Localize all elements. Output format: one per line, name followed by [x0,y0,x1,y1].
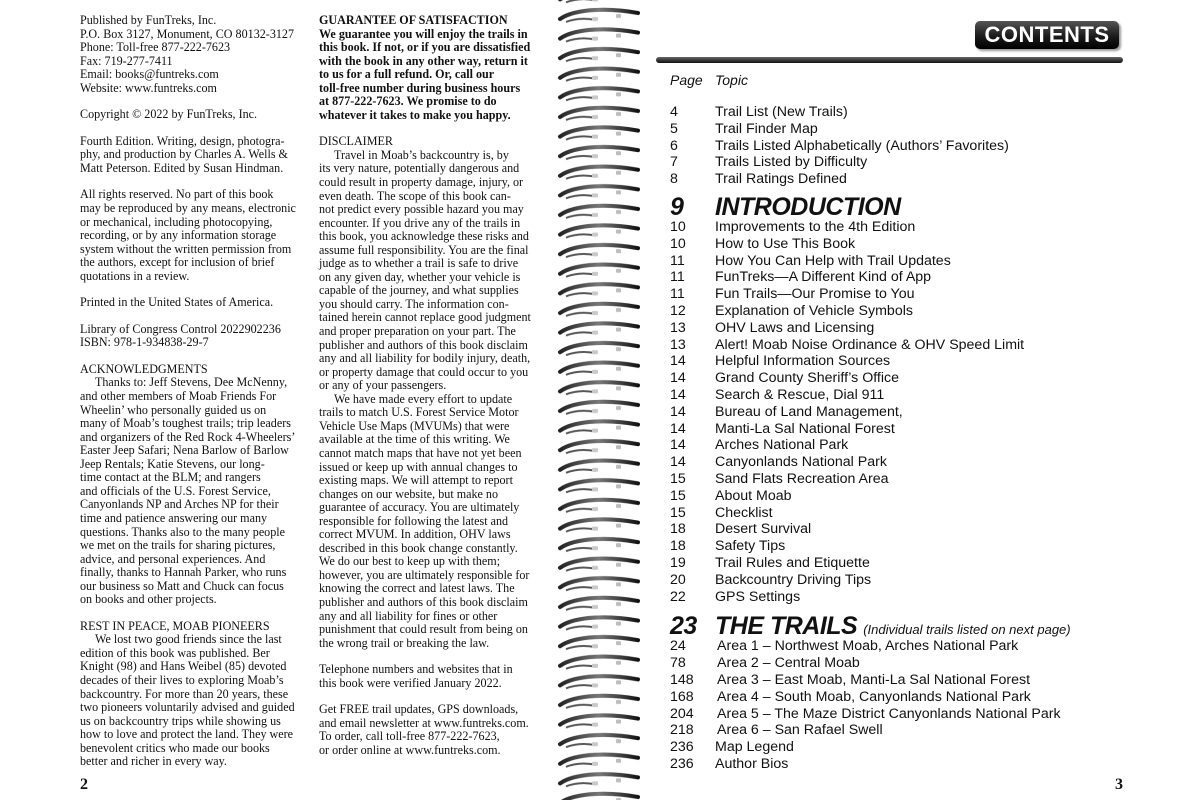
toc-entry [670,171,1170,188]
text-line: Jeep Rentals; Katie Stevens, our long- [80,456,265,471]
toc-page: 20 [670,571,686,588]
toc-page: 11 [670,252,685,269]
text-line: this book. If not, or if you are dissatisfied [319,40,531,55]
toc-entry [670,689,1170,706]
rest-in-peace [80,620,310,769]
text-line: you should carry. The information con- [319,296,509,311]
section-page: 9 [670,192,684,221]
text-line: decades of their lives to exploring Moab’s [80,672,284,687]
toc-page: 204 [670,705,694,722]
toc-entry [670,286,1170,303]
toc-topic: Backcountry Driving Tips [715,571,872,588]
text-line: and other members of Moab Friends For [80,389,277,404]
table-of-contents [670,72,1170,773]
toc-topic: Trail Rules and Etiquette [715,554,870,571]
toc-page: 218 [670,722,694,739]
text-line: backcountry. For more than 20 years, these [80,686,289,701]
section-heading: REST IN PEACE, MOAB PIONEERS [80,618,270,633]
text-line: assume full responsibility. You are the final [319,242,529,257]
text-line: and officials of the U.S. Forest Service, [80,483,271,498]
toc-page: 5 [670,120,678,137]
toc-topic: Search & Rescue, Dial 911 [715,386,885,403]
text-line: correct MVUM. In addition, OHV laws [319,527,511,542]
text-line: questions. Thanks also to the many people [80,524,286,539]
library-info [80,323,310,350]
toc-entry [670,370,1170,387]
printed-notice [80,296,310,310]
text-line: All rights reserved. No part of this book [80,187,274,202]
toc-entry [670,387,1170,404]
section-page: 23 [670,612,697,641]
text-line: Telephone numbers and websites that in [319,662,513,677]
left-column [80,14,310,782]
verified-notice [319,663,543,690]
toc-entry [670,672,1170,689]
text-line: guarantee of accuracy. You are ultimately [319,500,520,515]
toc-page: 14 [670,454,686,471]
text-line: our business so Matt and Chuck can focus [80,578,284,593]
toc-topic: Trail List (New Trails) [715,104,848,120]
toc-entry [670,739,1170,756]
toc-entry [670,353,1170,370]
toc-entry [670,589,1170,606]
section-title: INTRODUCTION [715,192,901,221]
header-rule [656,57,1123,63]
toc-page: 8 [670,171,678,188]
toc-page: 14 [670,386,686,403]
toc-topic: Bureau of Land Management, [715,403,903,420]
toc-entry [670,706,1170,723]
text-line: Canyonlands NP and Arches NP for their [80,497,279,512]
toc-topic: Fun Trails—Our Promise to You [715,286,915,303]
toc-entry [670,219,1170,236]
text-line: Get FREE trail updates, GPS downloads, [319,702,519,717]
toc-page: 236 [670,739,694,756]
toc-page: 22 [670,588,686,605]
toc-page: 7 [670,154,678,171]
section-note: (Individual trails listed on next page) [863,622,1071,638]
toc-topic: Trails Listed Alphabetically (Authors’ Favorites) [715,137,1009,154]
toc-page: 14 [670,420,686,437]
text-line: may be reproduced by any means, electronic [80,201,296,216]
toc-page: 12 [670,302,686,319]
toc-topic: Area 3 – East Moab, Manti-La Sal National Forest [717,671,1031,688]
text-line: advice, and personal experiences. And [80,551,266,566]
text-line: issued or keep up with annual changes to [319,459,518,474]
toc-entry [670,303,1170,320]
text-line: any and all liability for fines or other [319,608,498,623]
toc-topic: Author Bios [715,755,789,772]
text-line: toll-free number during business hours [319,80,521,95]
toc-topic: Area 1 – Northwest Moab, Arches National Park [717,638,1019,655]
text-line: at 877-222-7623. We promise to do [319,94,497,109]
text-line: Copyright © 2022 by FunTreks, Inc. [80,107,258,122]
text-line: To order, call toll-free 877-222-7623, [319,729,500,744]
toc-page: 14 [670,353,686,370]
toc-topic: Arches National Park [715,437,849,454]
toc-page: 14 [670,403,686,420]
text-line: finally, thanks to Hannah Parker, who runs [80,565,287,580]
toc-page: 168 [670,688,694,705]
toc-entry [670,655,1170,672]
toc-page: 19 [670,554,686,571]
text-line: capable of the journey, and what supplies [319,283,519,298]
rights-notice [80,188,310,283]
text-line: time and patience answering our many [80,510,268,525]
toc-topic: Area 5 – The Maze District Canyonlands National Park [717,705,1061,722]
text-line: Printed in the United States of America. [80,295,274,310]
text-line: Matt Peterson. Edited by Susan Hindman. [80,160,284,175]
toc-entry [670,488,1170,505]
toc-topic: Trail Finder Map [715,120,818,137]
acknowledgments [80,363,310,607]
text-line: or any of your passengers. [319,378,447,393]
toc-topic: OHV Laws and Licensing [715,319,875,336]
page-column-header: Page [670,72,703,88]
text-line: Website: www.funtreks.com [80,80,217,95]
toc-entry [670,471,1170,488]
edition-credits [80,135,310,176]
toc-topic: Alert! Moab Noise Ordinance & OHV Speed Limit [715,336,1025,353]
text-line: Published by FunTreks, Inc. [80,13,217,27]
text-line: phy, and production by Charles A. Wells & [80,147,288,162]
text-line: to us for a full refund. Or, call our [319,67,495,82]
text-line: edition of this book was published. Ber [80,645,270,660]
toc-entry [670,337,1170,354]
section-title-text: THE TRAILS [715,612,858,641]
text-line: we met on the trails for sharing pictures, [80,538,276,553]
toc-entry [670,320,1170,337]
page-number-left: 2 [80,776,88,793]
toc-entry [670,104,1170,121]
spiral-binding [556,0,642,800]
text-line: existing maps. We will attempt to report [319,473,513,488]
text-line: system without the written permission from [80,241,292,256]
text-line: Easter Jeep Safari; Nena Barlow of Barlow [80,443,289,458]
toc-entry [670,138,1170,155]
toc-entry [670,756,1170,773]
text-line: We lost two good friends since the last [95,632,282,647]
toc-entry [670,555,1170,572]
toc-entry [670,421,1170,438]
text-line: two pioneers voluntarily advised and guided [80,700,295,715]
publisher-info [80,14,310,95]
toc-page: 18 [670,538,686,555]
text-line: judge as to whether a trail is safe to drive [319,256,519,271]
toc-page: 24 [670,638,686,655]
text-line: described in this book change constantly. [319,540,518,555]
text-line: this book, you acknowledge these risks and [319,229,529,244]
text-line: any and all liability for bodily injury, death, [319,351,531,366]
text-line: and email newsletter at www.funtreks.com. [319,715,529,730]
section-heading: DISCLAIMER [319,134,393,149]
toc-entry [670,722,1170,739]
toc-entry [670,638,1170,655]
right-column [319,14,543,770]
toc-topic: Manti-La Sal National Forest [715,420,895,437]
toc-section-trails [670,612,1170,641]
toc-page: 15 [670,487,686,504]
section-heading: GUARANTEE OF SATISFACTION [319,13,508,27]
toc-page: 78 [670,655,686,672]
text-line: P.O. Box 3127, Monument, CO 80132-3127 [80,26,295,41]
toc-topic: Canyonlands National Park [715,454,887,471]
toc-page: 10 [670,235,686,252]
text-line: the wrong trail or breaking the law. [319,635,490,650]
text-line: Thanks to: Jeff Stevens, Dee McNenny, [95,375,288,390]
text-line: Fax: 719-277-7411 [80,53,173,68]
toc-topic: How to Use This Book [715,235,856,252]
text-line: encounter. If you drive any of the trails in [319,215,521,230]
toc-page: 11 [670,286,685,303]
toc-page: 148 [670,671,694,688]
toc-page: 6 [670,137,678,154]
toc-entry [670,236,1170,253]
text-line: on books and other projects. [80,592,217,607]
text-line: with the book in any other way, return it [319,53,528,68]
toc-topic: How You Can Help with Trail Updates [715,252,951,269]
toc-entry [670,521,1170,538]
text-line: us on backcountry trips while showing us [80,713,281,728]
text-line: however, you are ultimately responsible for [319,567,530,582]
toc-page: 18 [670,521,686,538]
text-line: Travel in Moab’s backcountry is, by [334,147,509,162]
text-line: Library of Congress Control 2022902236 [80,321,281,336]
text-line: benevolent critics who made our books [80,740,270,755]
text-line: Phone: Toll-free 877-222-7623 [80,40,231,55]
toc-topic: Map Legend [715,739,794,756]
copyright [80,108,310,122]
text-line: Fourth Edition. Writing, design, photogra- [80,133,285,148]
toc-topic: Sand Flats Recreation Area [715,470,889,487]
toc-page: 14 [670,370,686,387]
text-line: and organizers of the Red Rock 4-Wheelers’ [80,429,296,444]
text-line: this book were verified January 2022. [319,675,502,690]
text-line: Email: books@funtreks.com [80,67,219,82]
toc-entry [670,505,1170,522]
toc-page: 13 [670,336,686,353]
toc-entry [670,269,1170,286]
text-line: publisher and authors of this book disclaim [319,594,528,609]
text-line: trails to match U.S. Forest Service Motor [319,405,519,420]
toc-entry [670,121,1170,138]
toc-topic: Area 4 – South Moab, Canyonlands National Park [717,688,1031,705]
text-line: recording, or by any information storage [80,228,277,243]
toc-topic: Explanation of Vehicle Symbols [715,302,913,319]
text-line: available at the time of this writing. We [319,432,510,447]
topic-column-header: Topic [715,72,748,88]
toc-topic: FunTreks—A Different Kind of App [715,269,932,286]
text-line: ISBN: 978-1-934838-29-7 [80,335,209,350]
toc-page: 4 [670,104,678,120]
text-line: publisher and authors of this book disclaim [319,337,528,352]
toc-entry [670,538,1170,555]
text-line: quotations in a review. [80,268,190,283]
text-line: responsible for following the latest and [319,513,509,528]
text-line: knowing the correct and latest laws. The [319,581,515,596]
toc-header [670,72,1170,94]
toc-topic: Trails Listed by Difficulty [715,154,868,171]
toc-page: 14 [670,437,686,454]
toc-topic: About Moab [715,487,792,504]
toc-topic: Grand County Sheriff’s Office [715,370,900,387]
toc-page: 15 [670,470,686,487]
text-line: or mechanical, including photocopying, [80,214,273,229]
toc-entry [670,437,1170,454]
toc-page: 15 [670,504,686,521]
text-line: on any given day, whether your vehicle is [319,269,521,284]
toc-page: 10 [670,218,686,235]
text-line: many of Moab’s toughest trails; trip leaders [80,416,291,431]
left-page [0,0,560,800]
toc-topic: Checklist [715,504,773,521]
text-line: We guarantee you will enjoy the trails in [319,26,528,41]
toc-page: 11 [670,269,685,286]
toc-topic: Trail Ratings Defined [715,171,847,188]
disclaimer [319,135,543,650]
text-line: or property damage that could occur to you [319,364,529,379]
toc-topic: Area 2 – Central Moab [717,655,860,672]
toc-entry [670,572,1170,589]
toc-topic: Improvements to the 4th Edition [715,218,916,235]
text-line: or order online at www.funtreks.com. [319,742,501,757]
text-line: time contact at the BLM; and rangers [80,470,261,485]
text-line: its very nature, potentially dangerous and [319,161,520,176]
text-line: We do our best to keep up with them; [319,554,501,569]
toc-entry [670,454,1170,471]
text-line: the authors, except for inclusion of brief [80,255,275,270]
toc-page: 13 [670,319,686,336]
toc-section-introduction [670,192,1170,221]
text-line: not predict every possible hazard you may [319,202,524,217]
toc-topic: Area 6 – San Rafael Swell [717,722,883,739]
toc-entry [670,253,1170,270]
guarantee [319,14,543,122]
text-line: whatever it takes to make you happy. [319,107,511,122]
order-info [319,703,543,757]
text-line: punishment that could result from being on [319,622,528,637]
text-line: could result in property damage, injury, or [319,175,524,190]
text-line: and proper preparation on your part. The [319,324,516,339]
text-line: better and richer in every way. [80,754,227,769]
section-heading: ACKNOWLEDGMENTS [80,361,208,376]
contents-banner: CONTENTS [975,21,1119,49]
text-line: cannot match maps that have not yet been [319,445,522,460]
toc-entry [670,154,1170,171]
toc-entry [670,404,1170,421]
text-line: changes on our website, but make no [319,486,499,501]
text-line: Wheelin’ who personally guided us on [80,402,267,417]
toc-topic: GPS Settings [715,588,801,605]
toc-topic: Desert Survival [715,521,812,538]
text-line: We have made every effort to update [334,391,513,406]
text-line: Vehicle Use Maps (MVUMs) that were [319,418,510,433]
text-line: even death. The scope of this book can- [319,188,511,203]
toc-topic: Helpful Information Sources [715,353,891,370]
text-line: how to love and protect the land. They were [80,727,294,742]
page-number-right: 3 [1115,776,1123,793]
text-line: Knight (98) and Hans Weibel (85) devoted [80,659,287,674]
toc-page: 236 [670,755,694,772]
toc-topic: Safety Tips [715,538,786,555]
text-line: tained herein cannot replace good judgment [319,310,531,325]
